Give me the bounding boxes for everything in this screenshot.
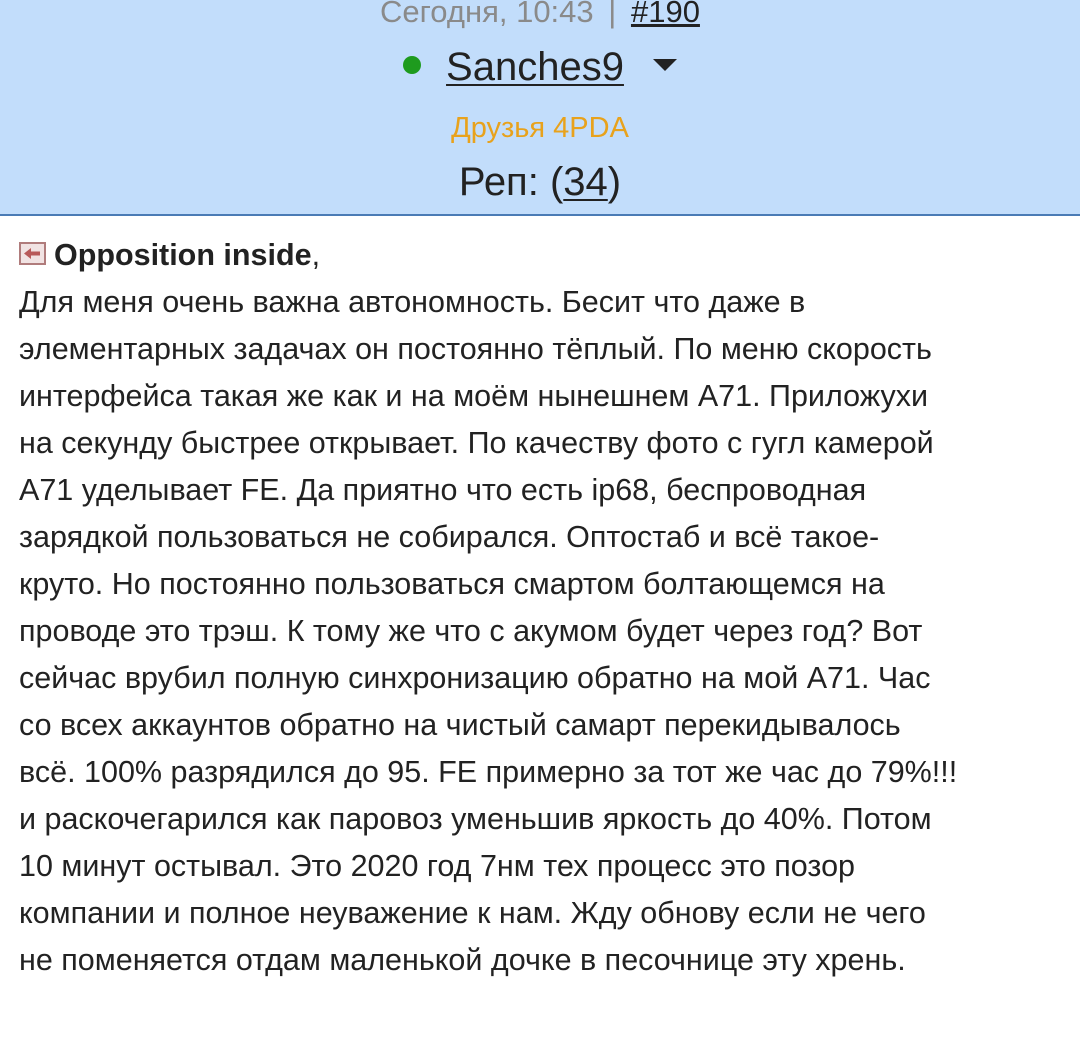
post-body	[19, 232, 1074, 984]
post-number-link[interactable]: #190	[630, 0, 700, 29]
rep-close: )	[607, 160, 622, 204]
chevron-down-icon[interactable]	[653, 59, 677, 71]
quote-reference	[19, 232, 1074, 279]
quote-suffix: ,	[311, 238, 321, 272]
online-dot-icon	[403, 56, 421, 74]
post-text: Для меня очень важна автономность. Бесит что даже в элементарных задачах он постоянно тёплый. По меню скорость интерфейса такая же как и на моём нынешнем А71. Приложухи на секунду быстрее открывает. По качеству фото с гугл камерой А71 уделывает FE. Да приятно что есть ip68, беспроводная зарядкой пользоваться не собирался. Оптостаб и всё такое- круто. Но постоянно пользоваться смартом болтающемся на проводе это трэш. К тому же что с акумом будет через год? Вот сейчас врубил полную синхронизацию обратно на мой А71. Час со всех аккаунтов обратно на чистый самарт перекидывалось всё. 100% разрядился до 95. FE примерно за тот же час до 79%!!! и раскочегарился как паровоз уменьшив яркость до 40%. Потом 10 минут остывал. Это 2020 год 7нм тех процесс это позор компании и полное неуважение к нам. Жду обнову если не чего не поменяется отдам маленькой дочке в песочнице эту хрень.	[19, 285, 958, 977]
meta-separator: |	[608, 0, 617, 29]
user-line	[0, 42, 1080, 92]
rep-value-link[interactable]: 34	[563, 160, 608, 204]
post-date: Сегодня, 10:43	[380, 0, 594, 29]
quote-arrow-icon[interactable]	[19, 242, 46, 265]
reputation	[0, 158, 1080, 206]
post-meta	[0, 0, 1080, 32]
username-link[interactable]: Sanches9	[446, 45, 624, 89]
quoted-username[interactable]: Opposition inside	[54, 238, 312, 272]
post-header	[0, 0, 1080, 216]
rep-label: Реп: (	[458, 160, 564, 204]
user-group: Друзья 4PDA	[451, 112, 629, 144]
